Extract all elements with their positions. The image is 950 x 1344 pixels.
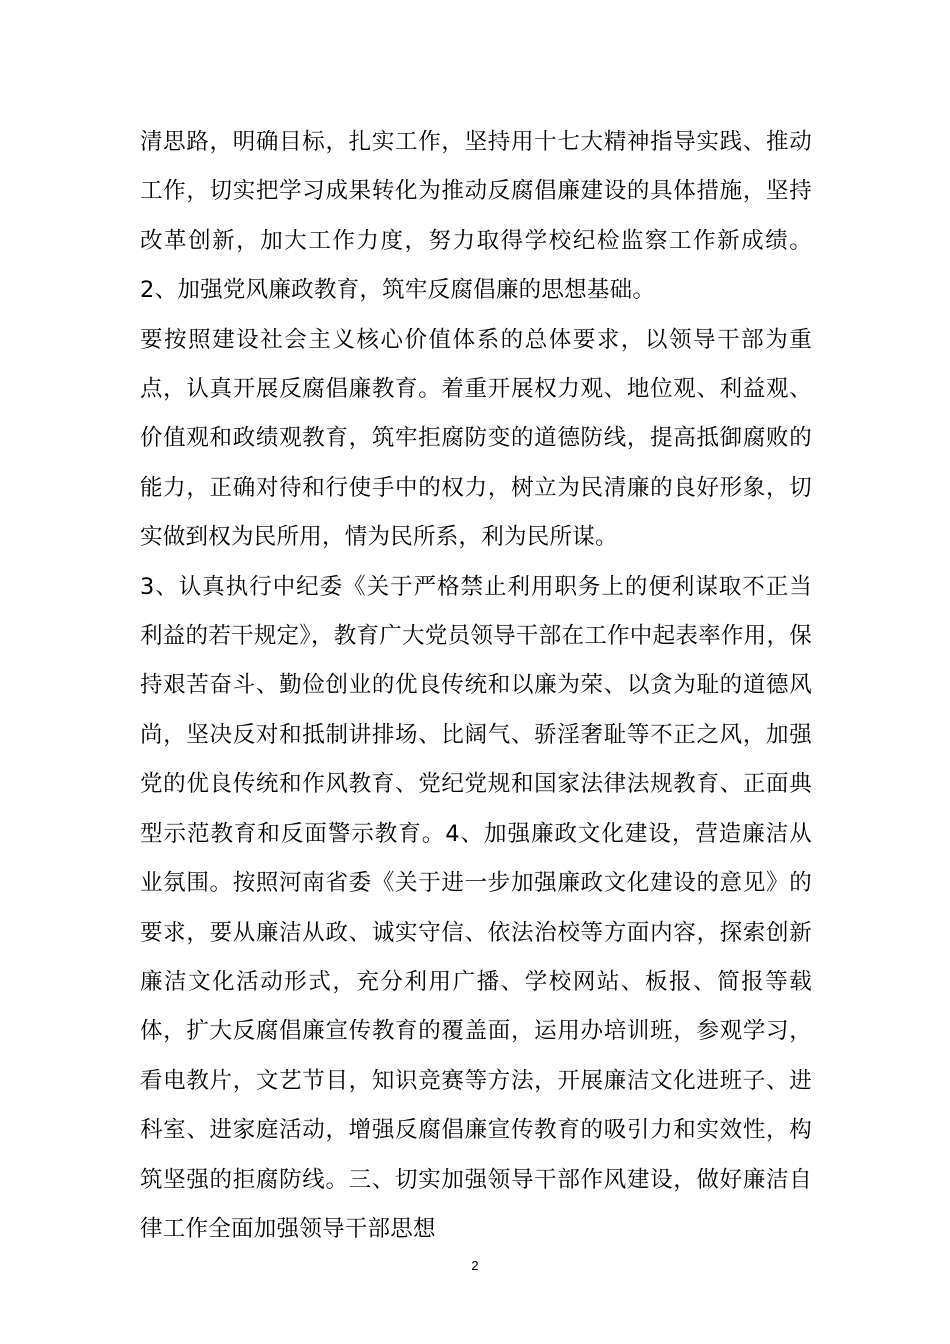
paragraph-1: 清思路，明确目标，扎实工作，坚持用十七大精神指导实践、推动工作，切实把学习成果转化为推动反腐倡廉建设的具体措施，坚持改革创新，加大工作力度，努力取得学校纪检监察工作新成绩。2、加强党风廉政教育，筑牢反腐倡廉的思想基础。 [140,129,812,304]
paragraph-2: 要按照建设社会主义核心价值体系的总体要求，以领导干部为重点，认真开展反腐倡廉教育。着重开展权力观、地位观、利益观、价值观和政绩观教育，筑牢拒腐防变的道德防线，提高抵御腐败的能力，正确对待和行使手中的权力，树立为民清廉的良好形象，切实做到权为民所用，情为民所系，利为民所谋。 [140,326,812,551]
page-number: 2 [471,1258,479,1273]
body-text [140,118,812,1254]
paragraph-3: 3、认真执行中纪委《关于严格禁止利用职务上的便利谋取不正当利益的若干规定》，教育广大党员领导干部在工作中起表率作用，保持艰苦奋斗、勤俭创业的优良传统和以廉为荣、以贪为耻的道德风尚，坚决反对和抵制讲排场、比阔气、骄淫奢耻等不正之风，加强党的优良传统和作风教育、党纪党规和国家法律法规教育、正面典型示范教育和反面警示教育。4、加强廉政文化建设，营造廉洁从业氛围。按照河南省委《关于进一步加强廉政文化建设的意见》的要求，要从廉洁从政、诚实守信、依法治校等方面内容，探索创新廉洁文化活动形式，充分利用广播、学校网站、板报、简报等载体，扩大反腐倡廉宣传教育的覆盖面，运用办培训班，参观学习，看电教片，文艺节目，知识竞赛等方法，开展廉洁文化进班子、进科室、进家庭活动，增强反腐倡廉宣传教育的吸引力和实效性，构筑坚强的拒腐防线。三、切实加强领导干部作风建设，做好廉洁自律工作全面加强领导干部思想 [140,573,812,1242]
